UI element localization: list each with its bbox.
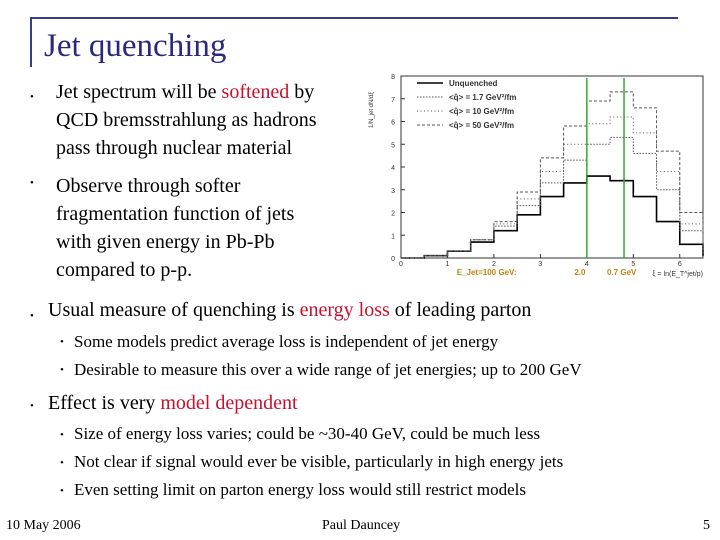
bullet-text: with given energy in Pb-Pb bbox=[56, 231, 275, 253]
bullet-line bbox=[56, 78, 366, 106]
bullet-dot: • bbox=[30, 91, 34, 103]
y-axis-label: 1/N_jet dN/dξ bbox=[369, 91, 375, 129]
slide-title: Jet quenching bbox=[44, 28, 227, 64]
y-tick-label: 1 bbox=[391, 233, 395, 241]
bullet-softened bbox=[56, 78, 366, 162]
sub-bullet: Some models predict average loss is independent of jet energy bbox=[74, 332, 499, 351]
bullet-text: fragmentation function of jets bbox=[56, 203, 295, 225]
y-tick-label: 3 bbox=[391, 187, 395, 195]
sub-bullet-dot: • bbox=[60, 336, 64, 348]
series-line bbox=[401, 92, 703, 258]
sub-bullet-dot: • bbox=[60, 364, 64, 376]
y-tick-label: 0 bbox=[391, 256, 395, 263]
page-number: 5 bbox=[703, 518, 710, 533]
x-tick-label: 1 bbox=[445, 261, 450, 268]
bullet-dot: • bbox=[30, 310, 34, 322]
bullet-text: compared to p-p. bbox=[56, 259, 193, 281]
y-tick-label: 7 bbox=[391, 96, 395, 104]
energy-annotation: E_Jet=100 GeV: bbox=[456, 268, 517, 277]
series-line bbox=[401, 176, 703, 258]
bullet-line bbox=[56, 256, 366, 284]
x-tick-label: 5 bbox=[631, 261, 636, 268]
x-tick-label: 6 bbox=[677, 261, 682, 268]
plot-frame bbox=[401, 76, 703, 258]
y-tick-label: 6 bbox=[391, 119, 395, 127]
x-tick-label: 3 bbox=[538, 261, 543, 268]
series-line bbox=[401, 137, 703, 258]
bullet-model-dependent: Effect is very model dependent bbox=[48, 392, 298, 414]
sub-bullet: Size of energy loss varies; could be ~30-40 GeV, could be much less bbox=[74, 424, 541, 443]
y-tick-label: 4 bbox=[391, 165, 395, 172]
sub-bullet-dot: • bbox=[60, 429, 64, 441]
sub-bullet: Even setting limit on parton energy loss would still restrict models bbox=[74, 480, 527, 499]
legend-label: <q̂> = 1.7 GeV²/fm bbox=[449, 93, 517, 102]
bullet-line bbox=[56, 200, 366, 228]
x-tick-label: 4 bbox=[584, 261, 589, 268]
y-tick-label: 8 bbox=[391, 74, 395, 81]
bullet-line bbox=[56, 172, 366, 200]
footer-date: 10 May 2006 bbox=[6, 518, 81, 533]
sub-bullet: Desirable to measure this over a wide range of jet energies; up to 200 GeV bbox=[74, 360, 582, 379]
sub-bullet: Not clear if signal would ever be visible, particularly in high energy jets bbox=[74, 452, 564, 471]
x-tick-label: 0 bbox=[399, 261, 403, 268]
bullet-text: Jet spectrum will be bbox=[56, 81, 222, 103]
series-line bbox=[401, 117, 703, 258]
y-tick-label: 2 bbox=[391, 210, 395, 218]
x-tick-label: 2 bbox=[491, 261, 496, 268]
bullet-line bbox=[56, 106, 366, 134]
sub-bullet-dot: • bbox=[60, 485, 64, 497]
energy-annotation: 2.0 bbox=[574, 268, 586, 277]
bullet-text: QCD bremsstrahlung as hadrons bbox=[56, 109, 317, 131]
legend-label: <q̂> = 10 GeV²/fm bbox=[449, 107, 515, 116]
legend-label: <q̂> = 50 GeV²/fm bbox=[449, 121, 515, 130]
legend-label: Unquenched bbox=[449, 79, 498, 88]
bullet-text: by bbox=[289, 81, 315, 103]
title-frame-top bbox=[30, 17, 678, 19]
fragmentation-chart bbox=[365, 70, 713, 290]
y-tick-label: 5 bbox=[391, 142, 395, 150]
energy-annotation: 0.7 GeV bbox=[607, 268, 637, 277]
x-axis-label: ξ = ln(E_T^jet/p) bbox=[652, 271, 703, 278]
bullet-text: Observe through softer bbox=[56, 175, 241, 197]
bullet-text: pass through nuclear material bbox=[56, 137, 293, 159]
bullet-line bbox=[56, 228, 366, 256]
title-frame-left bbox=[30, 17, 32, 67]
bullet-text: softened bbox=[221, 81, 290, 103]
bullet-line bbox=[56, 134, 366, 162]
footer-author: Paul Dauncey bbox=[322, 518, 401, 533]
bullet-dot: • bbox=[30, 400, 34, 412]
sub-bullet-dot: • bbox=[60, 457, 64, 469]
bullet-dot: • bbox=[30, 177, 34, 189]
bullet-energy-loss: Usual measure of quenching is energy loss of leading parton bbox=[48, 299, 532, 321]
bullet-fragmentation bbox=[56, 172, 366, 284]
